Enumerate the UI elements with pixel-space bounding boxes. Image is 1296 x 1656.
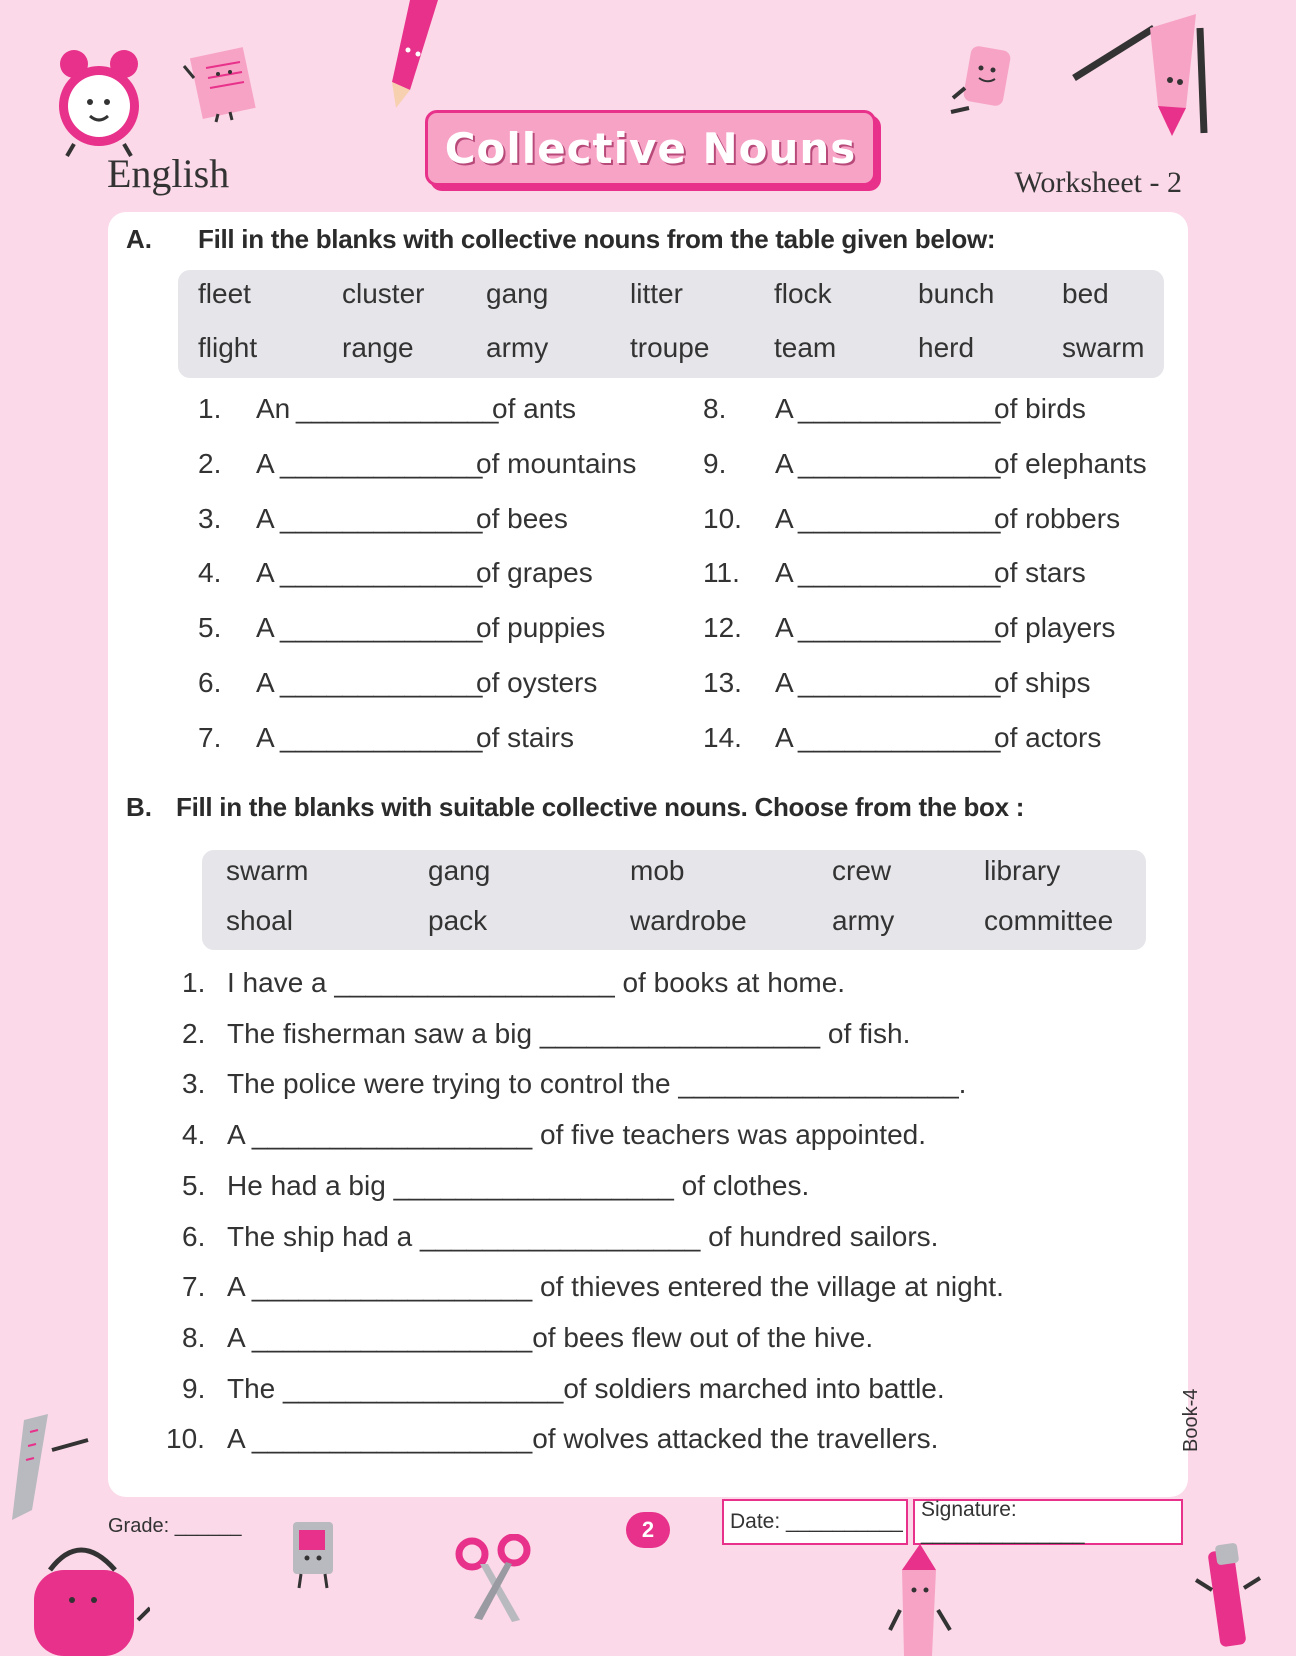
question-article: A (256, 722, 275, 753)
worksheet-number: Worksheet - 2 (1014, 166, 1182, 199)
word-bank-item: team (774, 332, 837, 363)
answer-blank[interactable]: _____________ (280, 503, 483, 534)
notebook-icon (178, 44, 268, 124)
section-a-instruction: Fill in the blanks with collective nouns from the table given below: (198, 224, 996, 254)
word-bank-item: committee (984, 905, 1114, 936)
question-sentence[interactable]: A __________________ of five teachers was appointed. (227, 1119, 927, 1150)
question-number: 10. (166, 1423, 205, 1454)
answer-blank[interactable]: _____________ (798, 393, 1001, 424)
word-bank-item: wardrobe (630, 905, 747, 936)
question-number: 1. (182, 967, 206, 998)
eraser-icon (945, 42, 1025, 122)
question-number: 11. (703, 557, 740, 588)
grade-field[interactable]: Grade: ______ (108, 1515, 242, 1537)
question-sentence[interactable]: The police were trying to control the __________________. (227, 1068, 967, 1099)
answer-blank[interactable]: _____________ (280, 667, 483, 698)
question-sentence[interactable]: The ship had a __________________ of hundred sailors. (227, 1221, 939, 1252)
question-sentence[interactable]: The __________________of soldiers marched into battle. (227, 1373, 945, 1404)
question-article: A (775, 448, 794, 479)
question-text: of stairs (476, 722, 575, 753)
bag-icon (20, 1530, 150, 1656)
word-bank-item: army (486, 332, 549, 363)
question-number: 12. (703, 612, 742, 643)
pen-icon (1190, 1540, 1270, 1656)
question-sentence[interactable]: I have a __________________ of books at home. (227, 967, 846, 998)
ruler-icon (8, 1410, 98, 1530)
question-number: 9. (703, 448, 727, 479)
question-text: of stars (994, 557, 1086, 588)
question-sentence[interactable]: He had a big __________________ of clothes. (227, 1170, 810, 1201)
answer-blank[interactable]: _____________ (798, 448, 1001, 479)
answer-blank[interactable]: _____________ (280, 612, 483, 643)
question-article: A (256, 448, 275, 479)
question-article: A (775, 393, 794, 424)
question-text: of mountains (476, 448, 637, 479)
question-number: 4. (198, 557, 222, 588)
question-number: 6. (198, 667, 222, 698)
question-text: of bees (476, 503, 568, 534)
crayon-icon (880, 1540, 960, 1656)
question-number: 8. (703, 393, 727, 424)
question-article: A (775, 612, 794, 643)
question-text: of robbers (994, 503, 1121, 534)
word-bank-item: flock (774, 278, 832, 309)
question-text: of grapes (476, 557, 593, 588)
question-number: 6. (182, 1221, 206, 1252)
question-number: 13. (703, 667, 742, 698)
book-label: Book-4 (1180, 1388, 1202, 1452)
signature-field[interactable]: Signature: ______________ (913, 1499, 1183, 1545)
question-sentence[interactable]: A __________________of bees flew out of the hive. (227, 1322, 874, 1353)
question-sentence[interactable]: A __________________of wolves attacked the travellers. (227, 1423, 939, 1454)
question-text: of birds (994, 393, 1086, 424)
word-bank-item: swarm (226, 855, 309, 886)
word-bank-item: gang (486, 278, 549, 309)
sharpener-icon (285, 1518, 345, 1593)
question-number: 4. (182, 1119, 206, 1150)
question-text: of puppies (476, 612, 606, 643)
page-number: 2 (626, 1512, 670, 1548)
section-b-letter: B. (126, 792, 152, 822)
word-bank-item: army (832, 905, 895, 936)
question-number: 5. (198, 612, 222, 643)
date-field[interactable]: Date: __________ (722, 1499, 908, 1545)
question-number: 8. (182, 1322, 206, 1353)
word-bank-item: litter (630, 278, 683, 309)
word-bank-item: shoal (226, 905, 293, 936)
question-number: 2. (198, 448, 222, 479)
word-bank-item: cluster (342, 278, 425, 309)
question-text: of elephants (994, 448, 1147, 479)
word-bank-item: herd (918, 332, 975, 363)
answer-blank[interactable]: _____________ (798, 557, 1001, 588)
section-a-letter: A. (126, 224, 152, 254)
question-number: 3. (198, 503, 222, 534)
question-article: A (775, 557, 794, 588)
answer-blank[interactable]: _____________ (798, 722, 1001, 753)
question-number: 5. (182, 1170, 206, 1201)
question-number: 1. (198, 393, 222, 424)
word-bank-item: range (342, 332, 414, 363)
answer-blank[interactable]: _____________ (798, 612, 1001, 643)
compass-icon (1070, 8, 1220, 138)
question-number: 7. (198, 722, 222, 753)
word-bank-item: gang (428, 855, 491, 886)
word-bank-item: mob (630, 855, 685, 886)
word-bank-item: swarm (1062, 332, 1145, 363)
question-article: A (256, 557, 275, 588)
alarm-clock-icon (52, 44, 147, 159)
question-text: of ants (492, 393, 577, 424)
question-number: 2. (182, 1018, 206, 1049)
question-sentence[interactable]: The fisherman saw a big __________________ of fish. (227, 1018, 911, 1049)
answer-blank[interactable]: _____________ (280, 557, 483, 588)
question-article: A (256, 503, 275, 534)
scissors-icon (454, 1534, 534, 1624)
question-article: A (256, 612, 275, 643)
question-sentence[interactable]: A __________________ of thieves entered the village at night. (227, 1271, 1004, 1302)
word-bank-item: crew (832, 855, 892, 886)
word-bank-item: fleet (198, 278, 251, 309)
question-text: of ships (994, 667, 1091, 698)
question-article: A (775, 667, 794, 698)
word-bank-item: bunch (918, 278, 995, 309)
question-number: 9. (182, 1373, 206, 1404)
question-number: 3. (182, 1068, 206, 1099)
answer-blank[interactable]: _____________ (798, 667, 1001, 698)
question-text: of oysters (476, 667, 598, 698)
word-bank-item: troupe (630, 332, 710, 363)
answer-blank[interactable]: _____________ (798, 503, 1001, 534)
question-article: An (256, 393, 291, 424)
question-text: of actors (994, 722, 1102, 753)
answer-blank[interactable]: _____________ (280, 448, 483, 479)
question-article: A (775, 503, 794, 534)
question-article: A (256, 667, 275, 698)
question-text: of players (994, 612, 1116, 643)
worksheet-title-banner (425, 110, 876, 186)
answer-blank[interactable]: _____________ (280, 722, 483, 753)
question-number: 14. (703, 722, 742, 753)
question-article: A (775, 722, 794, 753)
subject-label: English (107, 151, 230, 196)
section-b-instruction: Fill in the blanks with suitable collective nouns. Choose from the box : (176, 792, 1025, 822)
question-number: 10. (703, 503, 742, 534)
answer-blank[interactable]: _____________ (296, 393, 499, 424)
word-bank-item: pack (428, 905, 488, 936)
worksheet-title: Collective Nouns (444, 123, 857, 173)
word-bank-item: flight (198, 332, 258, 363)
question-number: 7. (182, 1271, 206, 1302)
pencil-icon (380, 0, 450, 110)
word-bank-item: bed (1062, 278, 1109, 309)
word-bank-item: library (984, 855, 1061, 886)
